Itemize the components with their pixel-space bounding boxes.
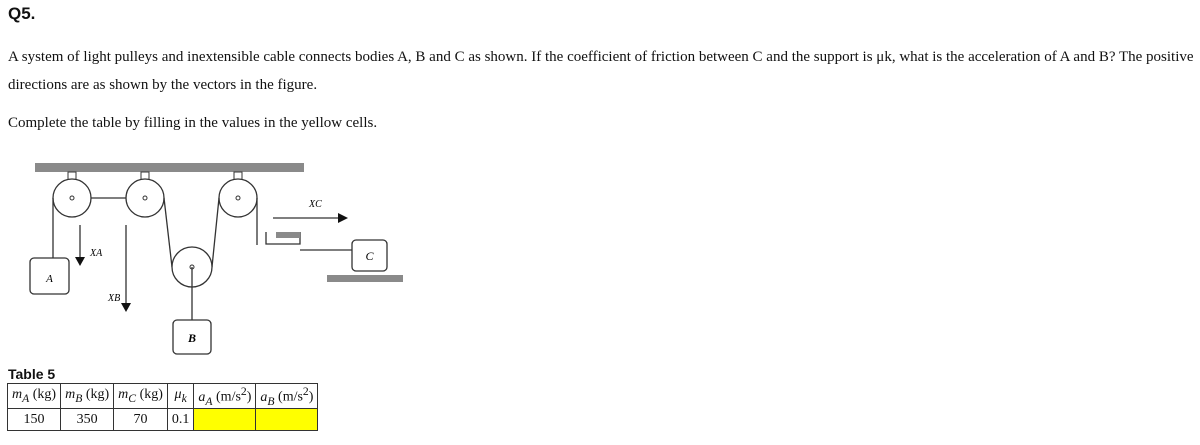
answer-cell-a-b[interactable] bbox=[256, 409, 318, 431]
support-c bbox=[327, 275, 403, 282]
data-table bbox=[7, 383, 318, 431]
body-c-label: C bbox=[365, 249, 374, 263]
table-row bbox=[8, 409, 318, 431]
table-caption: Table 5 bbox=[8, 366, 56, 382]
body-a-label: A bbox=[46, 273, 53, 285]
cell-m-b: 350 bbox=[61, 409, 114, 431]
pulley-system-figure bbox=[0, 160, 460, 360]
header-mu-k: $\mu_k$ bbox=[167, 384, 194, 409]
header-m-b: $m_B$ (kg) bbox=[61, 384, 114, 409]
question-text-line-1: A system of light pulleys and inextensible cable connects bodies A, B and C as shown. If the coefficient of friction between C and the support is μk, what is the acceleration of A and B? The positive bbox=[8, 49, 1194, 65]
cell-m-c: 70 bbox=[114, 409, 168, 431]
ceiling-rail bbox=[35, 163, 304, 172]
header-m-a: $m_A$ (kg) bbox=[8, 384, 61, 409]
cable-3-moving bbox=[212, 198, 219, 267]
xb-label: XB bbox=[108, 293, 121, 304]
cell-mu-k: 0.1 bbox=[167, 409, 194, 431]
xa-label: XA bbox=[90, 248, 103, 259]
question-title: Q5. bbox=[8, 4, 36, 23]
header-a-b: $a_B$ $(m/s^2)$ bbox=[256, 384, 318, 409]
xc-label: XC bbox=[309, 199, 322, 210]
cable-2-moving bbox=[164, 198, 172, 267]
question-text bbox=[8, 43, 1194, 99]
table-header-row bbox=[8, 384, 318, 409]
header-a-a: $a_A$ $(m/s^2)$ bbox=[194, 384, 256, 409]
header-m-c: $m_C$ (kg) bbox=[114, 384, 168, 409]
cell-m-a: 150 bbox=[8, 409, 61, 431]
question-text-line-2: directions are as shown by the vectors in the figure. bbox=[8, 77, 318, 93]
body-b-label: B bbox=[187, 331, 197, 345]
answer-cell-a-a[interactable] bbox=[194, 409, 256, 431]
instruction-text: Complete the table by filling in the values in the yellow cells. bbox=[8, 115, 378, 131]
